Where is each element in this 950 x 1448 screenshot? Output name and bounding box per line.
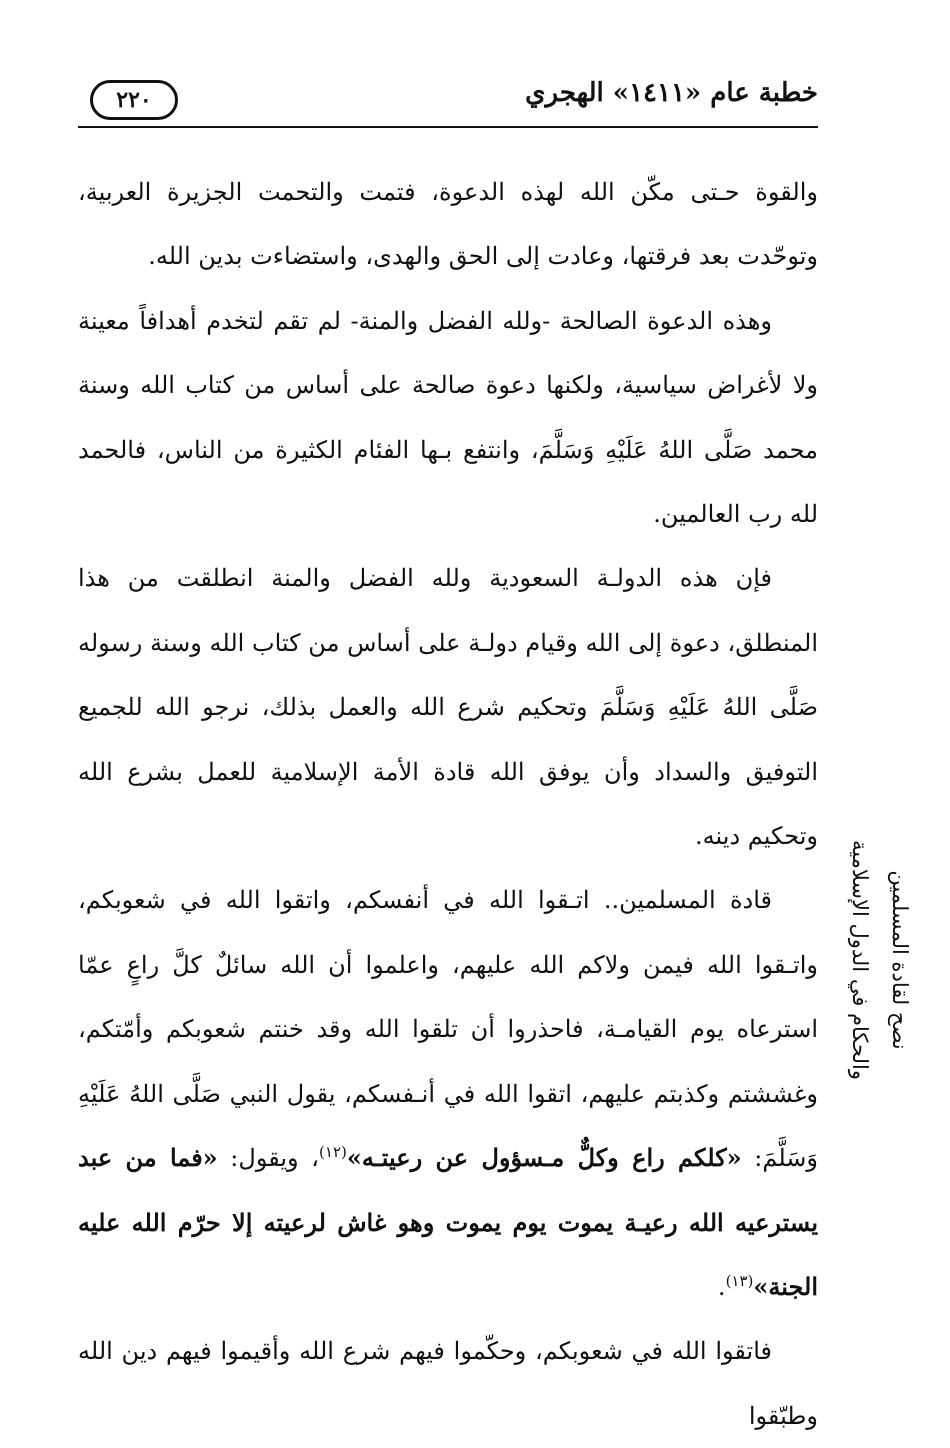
page-header: [78, 74, 818, 126]
paragraph-4: [78, 868, 818, 1319]
footnote-ref-13: (١٣): [725, 1271, 754, 1290]
paragraph-3: فإن هذه الدولـة السعودية ولله الفضل والمنة انطلقت من هذا المنطلق، دعوة إلى الله وقيام دولـة على أساس من كتاب الله وسنة رسوله صَلَّى اللهُ عَلَيْهِ وَسَلَّمَ وتحكيم شرع الله والعمل بذلك، نرجو الله للجميع التوفيق والسداد وأن يوفق الله قادة الأمة الإسلامية للعمل بشرع الله وتحكيم دينه.: [78, 564, 818, 851]
paragraph-4-end: .: [717, 1272, 726, 1301]
paragraph-2: وهذه الدعوة الصالحة -ولله الفضل والمنة- لم تقم لتخدم أهدافاً معينة ولا لأغراض سياسية، ولكنها دعوة صالحة على أساس من كتاب الله وسنة محمد صَلَّى اللهُ عَلَيْهِ وَسَلَّمَ، وانتفع بـها الفئام الكثيرة من الناس، فالحمد لله رب العالمين.: [78, 306, 818, 529]
margin-note-line-2: والحكام في الدول الإسلامية: [848, 840, 872, 1080]
hadith-quote-2: «فما من عبد يسترعيه الله رعيـة يموت يوم يموت وهو غاش لرعيته إلا حرّم الله عليه الجنة»: [78, 1143, 818, 1301]
running-title: خطبة عام «١٤١١» الهجري: [525, 78, 818, 108]
margin-note: [820, 795, 940, 1125]
margin-note-text: [840, 795, 920, 1125]
page-number: ٢٢٠: [90, 80, 178, 120]
paragraph-5: فاتقوا الله في شعوبكم، وحكّموا فيهم شرع الله وأقيموا فيهم دين الله وطبّقوا: [78, 1337, 818, 1430]
paragraph-4-mid: ، ويقول:: [217, 1144, 320, 1173]
hadith-quote-1: «كلكم راع وكلٌّ مـسؤول عن رعيتـه»: [346, 1143, 742, 1173]
margin-note-line-1: نصح لقادة المسلمين: [888, 870, 912, 1050]
header-divider: [78, 126, 818, 128]
paragraph-4-intro: قادة المسلمين.. اتـقوا الله في أنفسكم، واتقوا الله في شعوبكم، واتـقوا الله فيمن ولاكم الله عليهم، واعلموا أن الله سائلٌ كلَّ راعٍ عمّا استرعاه يوم القيامـة، فاحذروا أن تلقوا الله وقد خنتم شعوبكم وأمّتكم، وغششتم وكذبتم عليهم، اتقوا الله في أنـفسكم، يقول النبي صَلَّى اللهُ عَلَيْهِ وَسَلَّمَ:: [78, 886, 818, 1173]
main-text: [78, 160, 818, 1448]
footnote-ref-12: (١٢): [319, 1143, 347, 1162]
paragraph-1: والقوة حـتى مكّن الله لهذه الدعوة، فتمت والتحمت الجزيرة العربية، وتوحّدت بعد فرقتها، وعادت إلى الحق والهدى، واستضاءت بدين الله.: [78, 178, 818, 271]
